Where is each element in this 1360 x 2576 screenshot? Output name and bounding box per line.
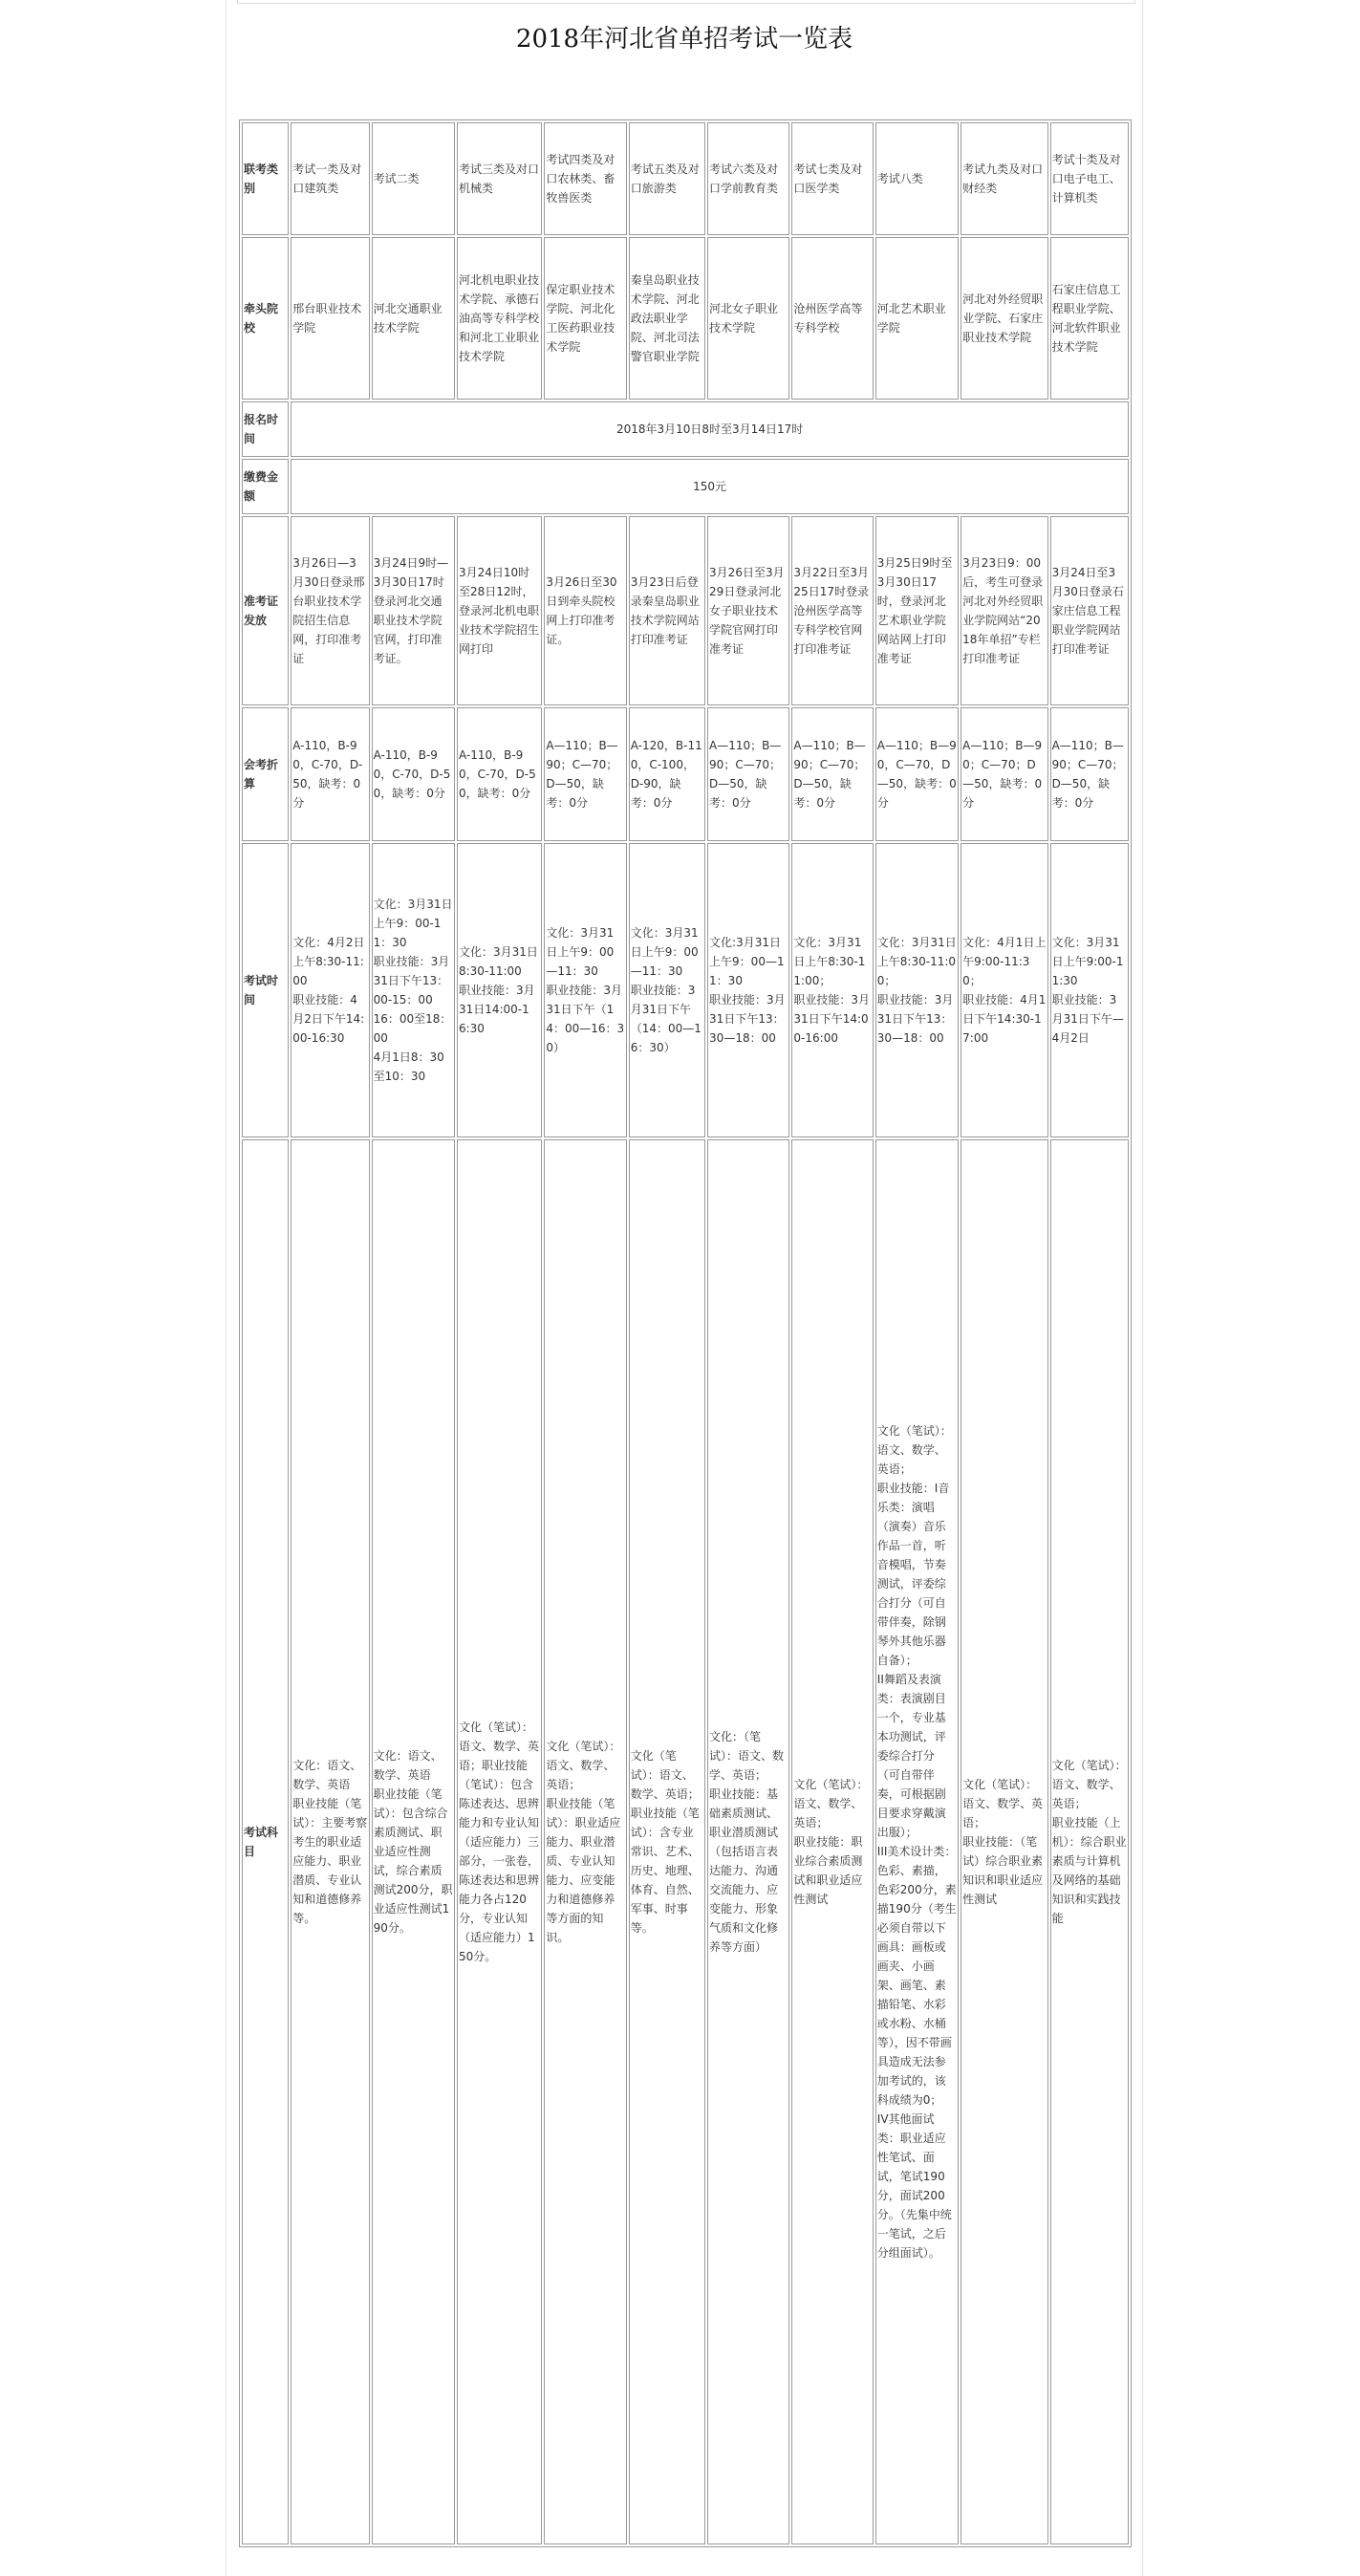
exam-time-cell: 文化：3月31日上午9：00—11：30 职业技能：3月31日下午（14：00—16：30） bbox=[544, 843, 626, 1137]
exam-subjects-cell: 文化（笔试）：语文、数学、英语； 职业技能：职业综合素质测试和职业适应性测试 bbox=[791, 1139, 873, 2544]
category-cell: 考试七类及对口医学类 bbox=[791, 122, 873, 235]
exam-subjects-cell: 文化（笔试）：语文、数学、英语； 职业技能（笔试）：含专业常识、艺术、历史、地理、体育、自然、军事、时事等。 bbox=[629, 1139, 705, 2544]
exam-time-cell: 文化：3月31日 8:30-11:00 职业技能：3月31日14:00-16:30 bbox=[457, 843, 542, 1137]
category-cell: 考试六类及对口学前教育类 bbox=[707, 122, 789, 235]
top-frame bbox=[237, 0, 1135, 4]
row-category bbox=[242, 122, 1129, 235]
exam-time-cell: 文化：3月31 日上午9:00-11:30 职业技能：3月31日下午—4月2日 bbox=[1050, 843, 1129, 1137]
conversion-cell: A—110；B—90；C—70；D—50，缺考：0分 bbox=[544, 707, 626, 841]
category-cell: 考试一类及对口建筑类 bbox=[291, 122, 369, 235]
page-title: 2018年河北省单招考试一览表 bbox=[515, 25, 853, 54]
lead-school-cell: 保定职业技术学院、河北化工医药职业技术学院 bbox=[544, 237, 626, 400]
admission-ticket-cell: 3月24日9时—3月30日17时登录河北交通职业技术学院官网，打印准考证。 bbox=[372, 516, 455, 705]
conversion-cell: A—110；B—90；C—70；D—50，缺考：0分 bbox=[1050, 707, 1129, 841]
exam-time-cell: 文化：4月1日上午9:00-11:30； 职业技能：4月1日下午14:30-17:00 bbox=[961, 843, 1047, 1137]
conversion-cell: A-110，B-90，C-70，D-50，缺考：0分 bbox=[291, 707, 369, 841]
admission-ticket-cell: 3月23日9：00后，考生可登录河北对外经贸职业学院网站“2018年单招”专栏打印准考证 bbox=[961, 516, 1047, 705]
row-fee bbox=[242, 459, 1129, 514]
exam-table bbox=[239, 119, 1132, 2547]
row-label: 准考证发放 bbox=[242, 516, 289, 705]
row-exam-subjects bbox=[242, 1139, 1129, 2544]
row-conversion bbox=[242, 707, 1129, 841]
registration-time: 2018年3月10日8时至3月14日17时 bbox=[291, 401, 1129, 457]
lead-school-cell: 河北对外经贸职业学院、石家庄职业技术学院 bbox=[961, 237, 1047, 400]
admission-ticket-cell: 3月23日后登录秦皇岛职业技术学院网站打印准考证 bbox=[629, 516, 705, 705]
exam-subjects-cell: 文化：语文、数学、英语 职业技能（笔试）：包含综合素质测试、职业适应性测试，综合素质测试200分，职业适应性测试190分。 bbox=[372, 1139, 455, 2544]
exam-time-cell: 文化：4月2日上午8:30-11:00 职业技能：4月2日下午14:00-16:30 bbox=[291, 843, 369, 1137]
exam-time-cell: 文化:3月31日上午9：00—11：30 职业技能：3月31日下午13：30—18：00 bbox=[707, 843, 789, 1137]
exam-subjects-cell: 文化：语文、数学、英语 职业技能（笔试）：主要考察考生的职业适应能力、职业潜质、专业认知和道德修养等。 bbox=[291, 1139, 369, 2544]
category-cell: 考试四类及对口农林类、畜牧兽医类 bbox=[544, 122, 626, 235]
conversion-cell: A-110，B-90，C-70，D-50，缺考：0分 bbox=[457, 707, 542, 841]
conversion-cell: A-110，B-90，C-70，D-50，缺考：0分 bbox=[372, 707, 455, 841]
admission-ticket-cell: 3月26日至30日到牵头院校网上打印准考证。 bbox=[544, 516, 626, 705]
exam-subjects-cell: 文化（笔试）：语文、数学、英语； 职业技能（上机）：综合职业素质与计算机及网络的基础知识和实践技能 bbox=[1050, 1139, 1129, 2544]
exam-subjects-cell: 文化：（笔试）：语文、数学、英语； 职业技能：基础素质测试、职业潜质测试（包括语言表达能力、沟通交流能力、应变能力、形象气质和文化修养等方面） bbox=[707, 1139, 789, 2544]
admission-ticket-cell: 3月25日9时至3月30日17时，登录河北艺术职业学院网站网上打印准考证 bbox=[875, 516, 959, 705]
row-label: 会考折算 bbox=[242, 707, 289, 841]
category-cell: 考试九类及对口财经类 bbox=[961, 122, 1047, 235]
exam-subjects-cell: 文化（笔试）：语文、数学、英语； 职业技能：I音乐类：演唱（演奏）音乐作品一首，听音模唱，节奏测试，评委综合打分（可自带伴奏，除钢琴外其他乐器自备）； II舞蹈及表演类：表演剧目一个，专业基本功测试，评委综合打分（可自带伴奏，可根据剧目要求穿戴演出服）； III美术设计类：色彩、素描，色彩200分，素描190分（考生必须自带以下画具：画板或画夹、小画架、画笔、素描铅笔、水彩或水粉、水桶等），因不带画具造成无法参加考试的，该科成绩为0； IV其他面试类：职业适应性笔试、面试，笔试190分，面试200分。（先集中统一笔试，之后分组面试）。 bbox=[875, 1139, 959, 2544]
category-cell: 考试二类 bbox=[372, 122, 455, 235]
conversion-cell: A-120，B-110，C-100，D-90，缺考：0分 bbox=[629, 707, 705, 841]
admission-ticket-cell: 3月24日10时至28日12时，登录河北机电职业技术学院招生网打印 bbox=[457, 516, 542, 705]
conversion-cell: A—110；B—90，C—70，D—50，缺考：0分 bbox=[875, 707, 959, 841]
exam-time-cell: 文化：3月31日上午9：00—11：30 职业技能：3月31日下午（14：00—16：30） bbox=[629, 843, 705, 1137]
lead-school-cell: 河北机电职业技术学院、承德石油高等专科学校和河北工业职业技术学院 bbox=[457, 237, 542, 400]
conversion-cell: A—110；B—90；C—70；D—50，缺考：0分 bbox=[791, 707, 873, 841]
category-cell: 考试十类及对口电子电工、计算机类 bbox=[1050, 122, 1129, 235]
lead-school-cell: 石家庄信息工程职业学院、河北软件职业技术学院 bbox=[1050, 237, 1129, 400]
admission-ticket-cell: 3月24日至3月30日登录石家庄信息工程职业学院网站打印准考证 bbox=[1050, 516, 1129, 705]
row-label: 考试时间 bbox=[242, 843, 289, 1137]
lead-school-cell: 邢台职业技术学院 bbox=[291, 237, 369, 400]
admission-ticket-cell: 3月26日—3月30日登录邢台职业技术学院招生信息网，打印准考证 bbox=[291, 516, 369, 705]
row-registration bbox=[242, 401, 1129, 457]
exam-subjects-cell: 文化（笔试）：语文、数学、英语； 职业技能（笔试）：职业适应能力、职业潜质、专业认知能力、应变能力和道德修养等方面的知识。 bbox=[544, 1139, 626, 2544]
admission-ticket-cell: 3月22日至3月25日17时登录沧州医学高等专科学校官网打印准考证 bbox=[791, 516, 873, 705]
category-cell: 考试五类及对口旅游类 bbox=[629, 122, 705, 235]
row-label: 联考类别 bbox=[242, 122, 289, 235]
fee-amount: 150元 bbox=[291, 459, 1129, 514]
admission-ticket-cell: 3月26日至3月29日登录河北女子职业技术学院官网打印准考证 bbox=[707, 516, 789, 705]
page bbox=[226, 0, 1143, 2576]
lead-school-cell: 河北交通职业技术学院 bbox=[372, 237, 455, 400]
exam-time-cell: 文化：3月31日上午9：00-11：30 职业技能：3月31日下午13：00-15：00 16：00至18：00 4月1日8：30至10：30 bbox=[372, 843, 455, 1137]
lead-school-cell: 河北艺术职业学院 bbox=[875, 237, 959, 400]
exam-time-cell: 文化：3月31日上午8:30-11:00； 职业技能：3月31日下午13：30—18：00 bbox=[875, 843, 959, 1137]
row-exam-time bbox=[242, 843, 1129, 1137]
conversion-cell: A—110；B—90；C—70；D—50，缺考：0分 bbox=[707, 707, 789, 841]
exam-subjects-cell: 文化（笔试）：语文、数学、英语； 职业技能：（笔试）综合职业素知识和职业适应性测试 bbox=[961, 1139, 1047, 2544]
lead-school-cell: 沧州医学高等专科学校 bbox=[791, 237, 873, 400]
conversion-cell: A—110；B—90；C—70；D—50，缺考：0分 bbox=[961, 707, 1047, 841]
row-label: 考试科目 bbox=[242, 1139, 289, 2544]
lead-school-cell: 秦皇岛职业技术学院、河北政法职业学院、河北司法警官职业学院 bbox=[629, 237, 705, 400]
lead-school-cell: 河北女子职业技术学院 bbox=[707, 237, 789, 400]
category-cell: 考试三类及对口机械类 bbox=[457, 122, 542, 235]
exam-subjects-cell: 文化（笔试）：语文、数学、英语；职业技能（笔试）：包含陈述表达、思辨能力和专业认知（适应能力）三部分，一张卷，陈述表达和思辨能力各占120分，专业认知（适应能力）150分。 bbox=[457, 1139, 542, 2544]
category-cell: 考试八类 bbox=[875, 122, 959, 235]
row-label: 缴费金额 bbox=[242, 459, 289, 514]
row-admission-ticket bbox=[242, 516, 1129, 705]
exam-time-cell: 文化：3月31日上午8:30-11:00； 职业技能：3月31日下午14:00-16:00 bbox=[791, 843, 873, 1137]
row-lead-school bbox=[242, 237, 1129, 400]
row-label: 报名时间 bbox=[242, 401, 289, 457]
row-label: 牵头院校 bbox=[242, 237, 289, 400]
